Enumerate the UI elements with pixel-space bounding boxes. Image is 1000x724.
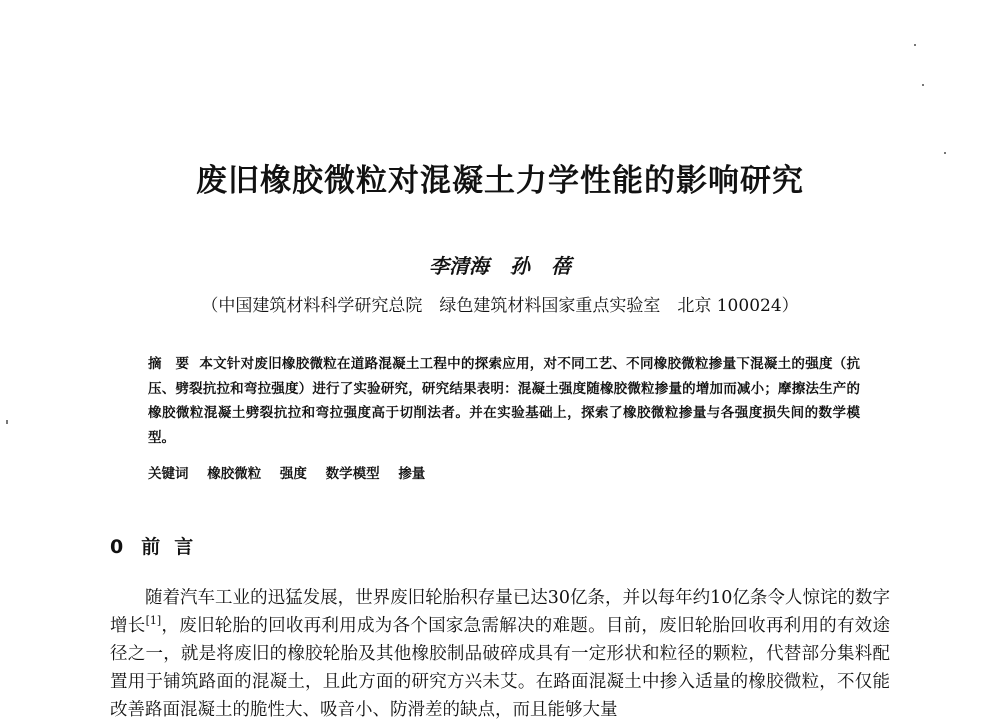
affiliation: （中国建筑材料科学研究总院 绿色建筑材料国家重点实验室 北京 100024） xyxy=(201,296,799,316)
abstract-label: 摘 要 xyxy=(148,356,190,372)
abstract-text: 本文针对废旧橡胶微粒在道路混凝土工程中的探索应用，对不同工艺、不同橡胶微粒掺量下混凝土的强度（抗压、劈裂抗拉和弯拉强度）进行了实验研究，研究结果表明：混凝土强度随橡胶微粒掺量的增加而减小；摩擦法生产的橡胶微粒混凝土劈裂抗拉和弯拉强度高于切削法者。并在实验基础上，探索了橡胶微粒掺量与各强度损失间的数学模型。 xyxy=(148,356,861,446)
keyword: 掺量 xyxy=(398,466,426,482)
keyword: 强度 xyxy=(279,466,307,482)
body-paragraph xyxy=(110,584,890,724)
body-text-part: ，废旧轮胎的回收再利用成为各个国家急需解决的难题。目前，废旧轮胎回收再利用的有效途径之一，就是将废旧的橡胶轮胎及其他橡胶制品破碎成具有一定形状和粒径的颗粒，代替部分集料配置用于铺筑路面的混凝土，且此方面的研究方兴未艾。在路面混凝土中掺入适量的橡胶微粒，不仅能改善路面混凝土的脆性大、吸音小、防滑差的缺点，而且能够大量 xyxy=(110,616,891,720)
section-title: 前言 xyxy=(141,536,208,558)
keyword: 数学模型 xyxy=(325,466,380,482)
keywords-label: 关键词 xyxy=(148,466,189,482)
scan-speck xyxy=(914,44,916,46)
citation-ref: [1] xyxy=(145,614,162,628)
abstract xyxy=(148,352,860,450)
body-text xyxy=(110,584,890,724)
keywords xyxy=(148,462,860,486)
scan-speck xyxy=(944,152,946,154)
section-number: 0 xyxy=(110,536,124,558)
section-heading xyxy=(110,534,207,560)
authors: 李清海 孙 蓓 xyxy=(429,254,571,278)
body-text-part: 随着汽车工业的迅猛发展，世界废旧轮胎积存量已达30亿条，并以每年约10亿条令人惊诧的数字增长 xyxy=(110,588,890,636)
paper-title: 废旧橡胶微粒对混凝土力学性能的影响研究 xyxy=(196,163,804,199)
keyword: 橡胶微粒 xyxy=(207,466,262,482)
scan-speck xyxy=(922,84,924,86)
scan-speck xyxy=(6,420,8,424)
